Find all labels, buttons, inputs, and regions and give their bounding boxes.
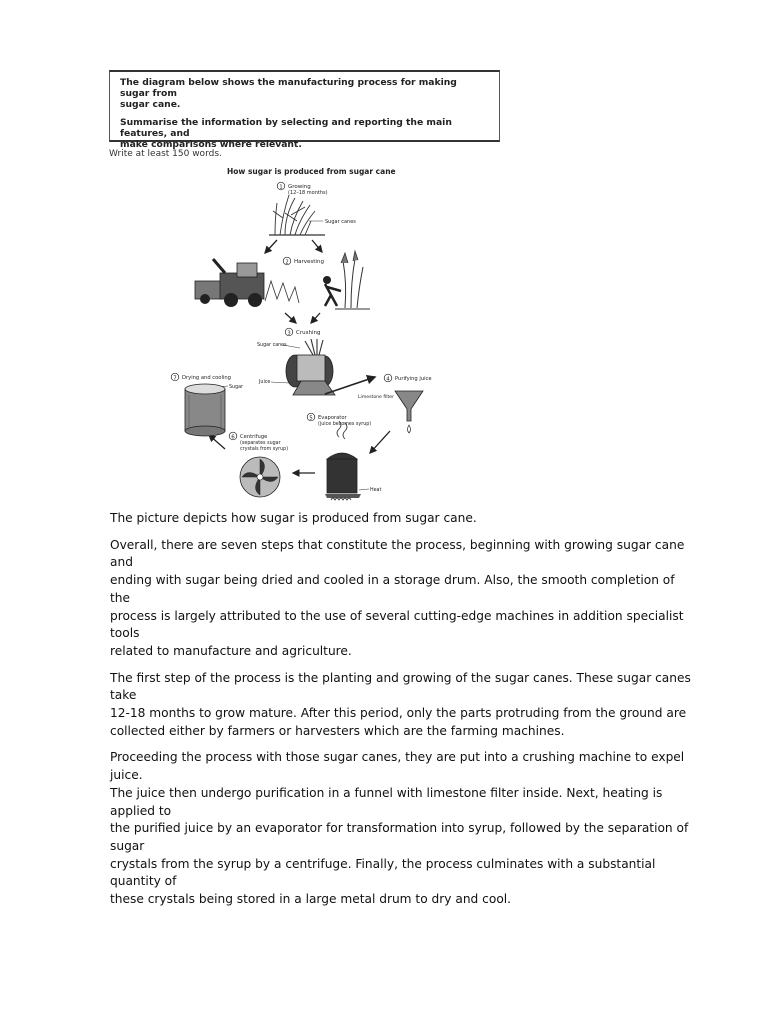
essay-line: ending with sugar being dried and cooled in a storage drum. Also, the smooth completion of the xyxy=(110,573,675,605)
step-6-sublabel-1: (separates sugar xyxy=(240,441,281,446)
essay-line: crystals from the syrup by a centrifuge. Finally, the process culminates with a substantial quantity of xyxy=(110,856,656,889)
essay-line: collected either by farmers or harvesters which are the farming machines. xyxy=(110,723,565,738)
task-line-3: Summarise the information by selecting and reporting the main features, and xyxy=(120,117,452,139)
funnel-icon xyxy=(395,391,423,433)
essay-paragraph-2 xyxy=(110,537,695,661)
step-3-number: 3 xyxy=(287,330,291,337)
arrow-harvester-to-crush xyxy=(285,313,296,323)
crush-sugar-canes-label: Sugar canes xyxy=(257,343,287,348)
step-7-label: Drying and cooling xyxy=(182,375,231,381)
diagram-title: How sugar is produced from sugar cane xyxy=(227,167,396,176)
arrow-farmer-to-crush xyxy=(311,313,320,323)
step-3-crushing xyxy=(257,328,335,395)
step-3-label: Crushing xyxy=(296,330,321,336)
essay-line: 12-18 months to grow mature. After this period, only the parts protruding from the ground are xyxy=(110,706,687,721)
task-line-2: sugar cane. xyxy=(120,99,181,110)
juice-drop-icon xyxy=(408,425,411,433)
step-7-drying-cooling xyxy=(171,373,243,436)
juice-label: Juice xyxy=(259,380,271,385)
limestone-filter-label: Limestone filter xyxy=(358,395,395,400)
step-2-number: 2 xyxy=(285,259,289,266)
arrow-centrifuge-to-drum xyxy=(209,435,225,449)
essay-line: process is largely attributed to the use of several cutting-edge machines in addition specialist tools xyxy=(110,608,684,641)
step-2-harvesting xyxy=(195,251,370,309)
storage-drum-icon xyxy=(185,384,225,436)
arrow-crush-to-purify xyxy=(325,377,375,394)
step-1-sublabel: (12–18 months) xyxy=(288,190,328,196)
sugar-cane-plants-icon xyxy=(269,195,325,235)
step-6-sublabel-2: crystals from syrup) xyxy=(240,447,289,452)
flame-icon xyxy=(331,498,351,500)
sugar-process-diagram xyxy=(165,163,445,505)
step-2-label: Harvesting xyxy=(294,259,324,265)
essay-line: the purified juice by an evaporator for transformation into syrup, followed by the separation of sugar xyxy=(110,821,689,853)
task-instructions-box xyxy=(109,70,500,150)
step-5-evaporator xyxy=(307,413,381,500)
sugar-label: Sugar xyxy=(229,385,244,390)
task-line-1: The diagram below shows the manufacturing process for making sugar from xyxy=(120,77,457,99)
arrow-grow-to-harvester xyxy=(265,240,277,253)
arrow-purify-to-evaporator xyxy=(370,431,390,453)
essay-line: The picture depicts how sugar is produced from sugar cane. xyxy=(110,511,477,525)
sugar-canes-label: Sugar canes xyxy=(325,219,356,225)
essay-line: The juice then undergo purification in a funnel with limestone filter inside. Next, heating is applied to xyxy=(110,785,663,818)
essay-paragraph-4 xyxy=(110,749,695,908)
step-6-label: Centrifuge xyxy=(240,434,268,440)
step-5-label: Evaporator xyxy=(318,415,347,421)
step-1-label: Growing xyxy=(288,184,311,190)
crushing-machine-icon xyxy=(286,339,335,395)
essay-paragraph-3 xyxy=(110,670,695,741)
evaporator-tank-icon xyxy=(325,421,361,500)
step-5-number: 5 xyxy=(309,415,313,422)
essay-line: Overall, there are seven steps that constitute the process, beginning with growing sugar cane and xyxy=(110,537,685,570)
step-6-centrifuge xyxy=(229,432,288,497)
step-5-sublabel: (juice becomes syrup) xyxy=(318,422,372,427)
step-7-number: 7 xyxy=(173,375,177,382)
word-count-instruction: Write at least 150 words. xyxy=(109,149,222,159)
centrifuge-icon xyxy=(240,457,280,497)
essay-line: related to manufacture and agriculture. xyxy=(110,643,352,658)
essay-line: these crystals being stored in a large metal drum to dry and cool. xyxy=(110,892,512,907)
essay-line: The first step of the process is the planting and growing of the sugar canes. These sugar canes take xyxy=(110,670,691,703)
essay-text xyxy=(110,510,695,918)
heat-label: Heat xyxy=(370,488,382,493)
step-6-number: 6 xyxy=(231,434,235,441)
farmer-cutting-cane-icon xyxy=(323,251,370,309)
step-1-number: 1 xyxy=(279,184,283,191)
harvester-machine-icon xyxy=(195,259,299,307)
essay-paragraph-1 xyxy=(110,510,695,528)
step-1-growing xyxy=(269,182,356,235)
step-4-number: 4 xyxy=(386,376,390,383)
arrow-grow-to-farmer xyxy=(312,240,322,252)
step-4-label: Purifying juice xyxy=(395,376,432,382)
essay-line: Proceeding the process with those sugar canes, they are put into a crushing machine to expel juice. xyxy=(110,750,685,783)
task-line-4: make comparisons where relevant. xyxy=(120,139,302,150)
